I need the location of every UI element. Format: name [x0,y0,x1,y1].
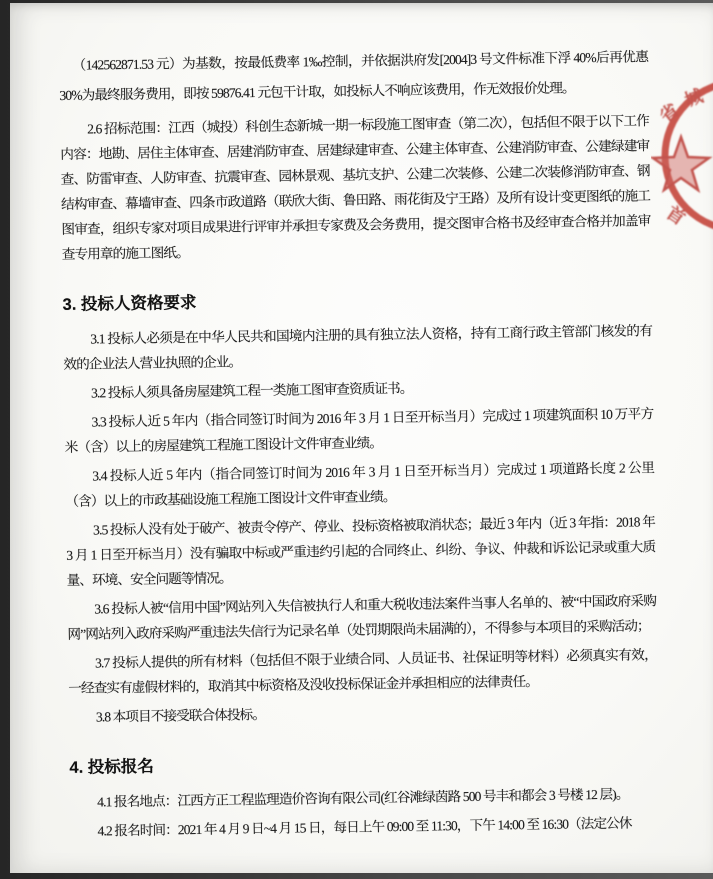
document-page [10,3,713,873]
seal-arc-char-2: 城 [681,85,707,112]
page-text-block [10,3,713,873]
section-heading-bid-registration: 4. 投标报名 [69,757,154,777]
paragraph-clause-4-1: 4.1 报名地点：江西方正工程监理造价咨询有限公司(红谷滩绿茵路 500 号丰和都会 3 号楼 12 层)。 [97,786,629,810]
paragraph-clause-3-7: 3.7 投标人提供的所有材料（包括但不限于业绩合同、人员证书、社保证明等材料）必须真实有效，一经查实有虚假材料的，取消其中标资格及没收投标保证金并承担相应的法律责任。 [68,647,657,696]
paragraph-clause-3-8: 3.8 本项目不接受联合体投标。 [95,706,266,725]
paragraph-clause-3-6: 3.6 投标人被“信用中国”网站列入失信被执行人和重大税收违法案件当事人名单的、被“中国政府采购网”网站列入政府采购严重违法失信行为记录名单（处罚期限尚未届满的），不得参与本项目的采购活动； [67,593,657,642]
seal-arc-char-1: 省 [656,99,684,128]
paragraph-fee-continuation: （142562871.53 元）为基数，按最低费率 1‰控制，并依据洪府发[2004]3 号文件标准下浮 40%后再优惠 30%为最终服务费用，即按 59876.41 元包干计取，如投标人不响应该费用，作无效报价处理。 [59,49,649,103]
seal-arc-char-3: 首 [662,202,689,230]
paragraph-clause-3-4: 3.4 投标人近 5 年内（指合同签订时间为 2016 年 3 月 1 日至开标当月）完成过 1 项道路长度 2 公里（含）以上的市政基础设施工程施工图设计文件审查业绩。 [65,460,655,509]
paragraph-clause-4-2: 4.2 报名时间：2021 年 4 月 9 日~4 月 15 日，每日上午 09:00 至 11:30，下午 14:00 至 16:30（法定公休 [97,815,632,839]
paragraph-clause-3-2: 3.2 投标人须具备房屋建筑工程一类施工图审查资质证书。 [90,380,413,401]
paragraph-clause-2-6: 2.6 招标范围：江西（城投）科创生态新城一期一标段施工图审查（第二次），包括但不限于以下工作内容：地勘、居住主体审查、居建消防审查、居建绿建审查、公建主体审查、公建消防审查、公建绿建审查、防雷审查、人防审查、抗震审查、园林景观、基坑支护、公建二次装修、公建二次装修消防审查、钢结构审查、幕墙审查、四条市政道路（联欣大街、鲁田路、雨花街及宁王路）及所有设计变更图纸的施工图审查，组织专家对项目成果进行评审并承担专家费及会务费用，提交图审合格书及经审查合格并加盖审查专用章的施工图纸。 [60,113,651,262]
paragraph-clause-3-1: 3.1 投标人必须是在中华人民共和国境内注册的具有独立法人资格，持有工商行政主管部门核发的有效的企业法人营业执照的企业。 [63,323,653,372]
paragraph-clause-3-3: 3.3 投标人近 5 年内（指合同签订时间为 2016 年 3 月 1 日至开标当月）完成过 1 项建筑面积 10 万平方米（含）以上的房屋建筑工程施工图设计文件审查业绩。 [64,406,654,455]
paragraph-clause-3-5: 3.5 投标人没有处于破产、被责令停产、停业、投标资格被取消状态；最近 3 年内（近 3 年指：2018 年 3 月 1 日至开标当月）没有骗取中标或严重违约引起的合同终止、纠纷、争议、仲裁和诉讼记录或重大质量、环境、安全问题等情况。 [66,514,656,588]
section-heading-bidder-qualifications: 3. 投标人资格要求 [62,293,197,314]
